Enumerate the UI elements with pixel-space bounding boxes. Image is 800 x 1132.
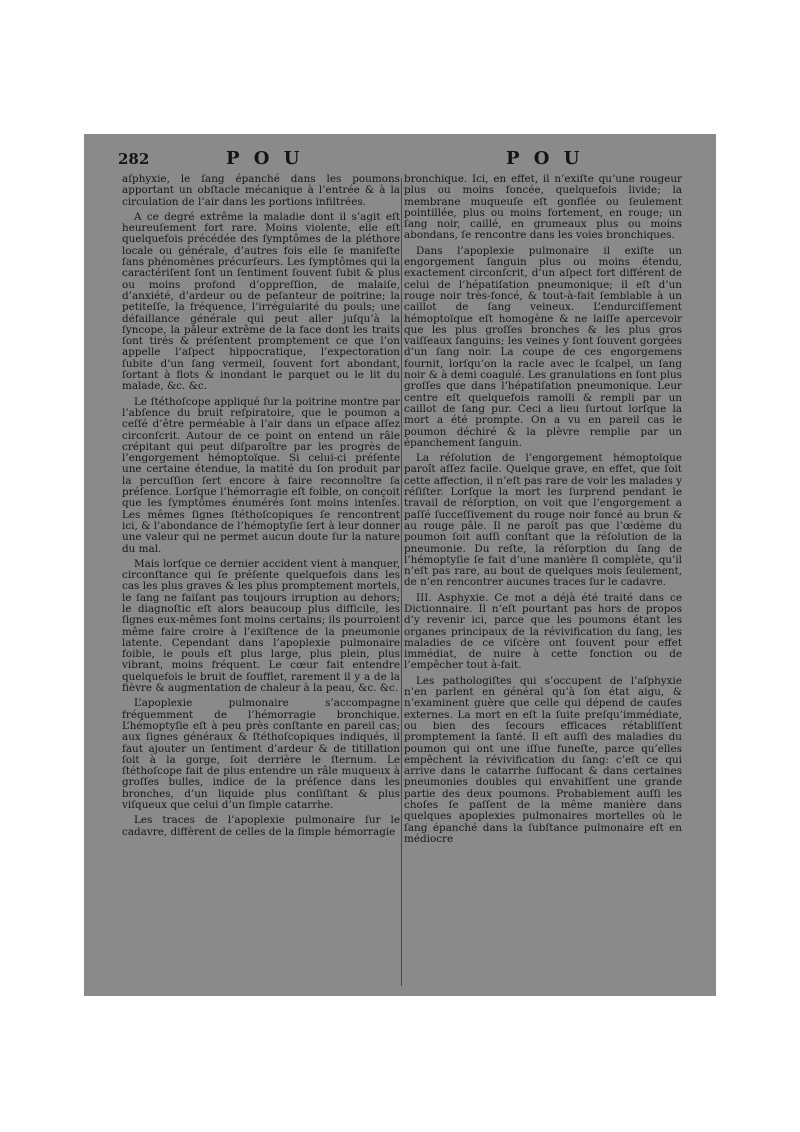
page-header [84, 134, 716, 174]
scanned-page [84, 134, 716, 996]
right-column [404, 174, 682, 849]
column-divider [401, 178, 402, 986]
paragraph: Mais lorſque ce dernier accident vient à manquer, circonſtance qui ſe préſente quelquefois dans les cas les plus graves & les plus promptement mortels, le ſang ne faiſant pas toujours irruption au dehors; le diagnoſtic eſt alors beaucoup plus difficile, les ſignes eux-mêmes ſont moins certains; ils pourroient même faire croire à l’exiſtence de la pneumonie latente. Cependant dans l’apoplexie pulmonaire foible, le pouls eſt plus large, plus plein, plus vibrant, moins fréquent. Le cœur fait entendre quelquefois le bruit de ſoufflet, rarement il y a de la fièvre & augmentation de chaleur à la peau, &c. &c. [122, 557, 400, 695]
page-number: 282 [118, 150, 150, 168]
paragraph: Dans l’apoplexie pulmonaire il exiſte un engorgement ſanguin plus ou moins étendu, exactement circonſcrit, d’un aſpect fort différent de celui de l’hépatiſation pneumonique; il eſt d’un rouge noir très-foncé, & tout-à-fait ſemblable à un caillot de ſang veineux. L’endurciſſement hémoptoïque eſt homogène & ne laiſſe apercevoir que les plus groſſes bronches & les plus gros vaiſſeaux ſanguins; les veines y ſont ſouvent gorgées d’un ſang noir. La coupe de ces engorgemens fournit, lorſqu’on la racle avec le ſcalpel, un ſang noir & à demi coagulé. Les granulations en ſont plus groſſes que dans l’hépatiſation pneumonique. Leur centre eſt quelquefois ramolli & rempli par un caillot de ſang pur. Ceci a lieu ſurtout lorſque la mort a été prompte. On a vu en pareil cas le poumon déchiré & la plèvre remplie par un épanchement ſanguin. [404, 244, 682, 449]
paragraph: bronchique. Ici, en effet, il n’exiſte qu’une rougeur plus ou moins foncée, quelquefois livide; la membrane muqueuſe eſt gonflée ou ſeulement pointillée, plus ou moins fortement, en rouge; un ſang noir, caillé, en grumeaux plus ou moins abondans, ſe rencontre dans les voies bronchiques. [404, 173, 682, 242]
paragraph: A ce degré extrême la maladie dont il s’agit eſt heureuſement fort rare. Moins violente, elle eſt quelquefois précédée des ſymptômes de la pléthore locale ou générale, d’autres fois elle ſe manifeſte ſans phénomènes précurſeurs. Les ſymptômes qui la caractériſent ſont un ſentiment ſouvent ſubit & plus ou moins profond d’oppreſſion, de malaiſe, d’anxiété, d’ardeur ou de peſanteur de poitrine; la petiteſſe, la fréquence, l’irrégularité du pouls; une défaillance générale qui peut aller juſqu’à la ſyncope, la pâleur extrême de la face dont les traits ſont tirés & préſentent promptement ce que l’on appelle l’aſpect hippocratique, l’expectoration ſubite d’un ſang vermeil, ſouvent fort abondant, ſortant à flots & inondant le parquet ou le lit du malade, &c. &c. [122, 210, 400, 393]
paragraph: La réſolution de l’engorgement hémoptoïque paroît aſſez facile. Quelque grave, en effet, que ſoit cette affection, il n’eſt pas rare de voir les malades y réſiſter. Lorſque la mort les ſurprend pendant le travail de réſorption, on voit que l’engorgement a paſſé ſucceſſivement du rouge noir foncé au brun & au rouge pâle. Il ne paroît pas que l’œdème du poumon ſoit auſſi conſtant que la réſolution de la pneumonie. Du reſte, la réſorption du ſang de l’hémoptyſie ſe fait d’une manière ſi complète, qu’il n’eſt pas rare, au bout de quelques mois ſeulement, de n’en rencontrer aucunes traces ſur le cadavre. [404, 452, 682, 589]
left-column [122, 174, 400, 842]
paragraph: Les traces de l’apoplexie pulmonaire ſur le cadavre, diffèrent de celles de la ſimple hémorragie [122, 814, 400, 838]
paragraph: aſphyxie, le ſang épanché dans les poumons apportant un obſtacle mécanique à l’entrée & à la circulation de l’air dans les portions infiltrées. [122, 173, 400, 208]
paragraph: Les pathologiſtes qui s’occupent de l’aſphyxie n’en parlent en général qu’à ſon état aigu, & n’examinent guère que celle qui dépend de cauſes externes. La mort en eſt la ſuite preſqu’immédiate, ou bien des ſecours efficaces rétabliſſent promptement la ſanté. Il eſt auſſi des maladies du poumon qui ont une iſſue funeſte, parce qu’elles empêchent la révivification du ſang: c’eſt ce qui arrive dans le catarrhe ſuffocant & dans certaines pneumonies doubles qui envahiſſent une grande partie des deux poumons. Probablement auſſi les choſes ſe paſſent de la même manière dans quelques apoplexies pulmonaires mortelles où le ſang épanché dans la ſubſtance pulmonaire eſt en médiocre [404, 674, 682, 845]
paragraph: Le ſtéthoſcope appliqué ſur la poitrine montre par l’abſence du bruit reſpiratoire, que le poumon a ceſſé d’être perméable à l’air dans un eſpace aſſez circonſcrit. Autour de ce point on entend un râle crépitant qui peut diſparoître par les progrès de l’engorgement hémoptoïque. Si celui-ci préſente une certaine étendue, la matité du ſon produit par la percuſſion ſert encore à faire reconnoître ſa préſence. Lorſque l’hémorragie eſt foible, on conçoit que les ſymptômes énumérés ſont moins intenſes. Les mêmes ſignes ſtéthoſcopiques ſe rencontrent ici, & l’abondance de l’hémoptyſie ſert à leur donner une valeur qui ne permet aucun doute ſur la nature du mal. [122, 395, 400, 555]
paragraph: L’apoplexie pulmonaire s’accompagne fréquemment de l’hémorragie bronchique. L’hémoptyſie eſt à peu près conſtante en pareil cas; aux ſignes généraux & ſtéthoſcopiques indiqués, il faut ajouter un ſentiment d’ardeur & de titillation ſoit à la gorge, ſoit derrière le ſternum. Le ſtéthoſcope fait de plus entendre un râle muqueux à groſſes bulles, indice de la préſence dans les bronches, d’un liquide plus conſiſtant & plus viſqueux que celui d’un ſimple catarrhe. [122, 697, 400, 812]
running-head-right: P O U [506, 148, 584, 169]
running-head-left: P O U [226, 148, 304, 169]
paragraph: III. Asphyxie. Ce mot a déjà été traité dans ce Dictionnaire. Il n’eſt pourtant pas hors de propos d’y revenir ici, parce que les poumons étant les organes principaux de la révivification du ſang, les maladies de ce viſcère ont ſouvent pour effet immédiat, de nuire à cette fonction ou de l’empêcher tout à-fait. [404, 591, 682, 672]
